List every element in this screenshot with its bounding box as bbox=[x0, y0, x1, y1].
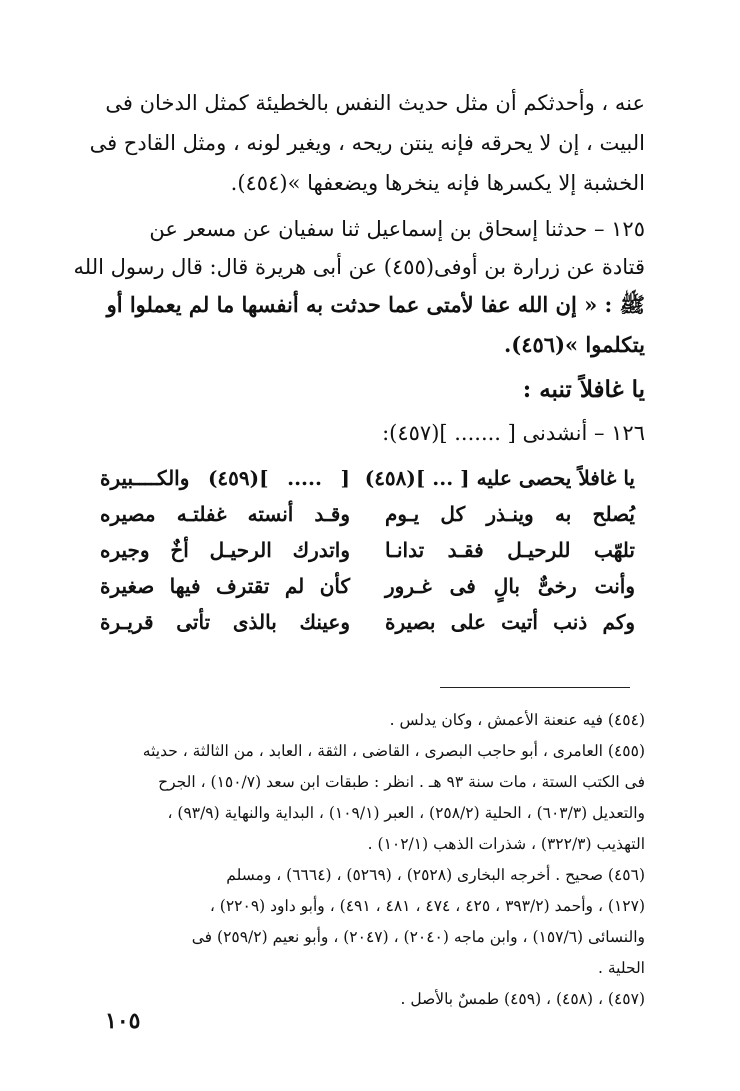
poem-verse-4-left: كأن لم تقترف فيها صغيرة bbox=[100, 574, 350, 598]
paragraph-1-line-2: البيت ، إن لا يحرقه فإنه ينتن ريحه ، ويغير لونه ، ومثل القادح فى bbox=[89, 131, 645, 155]
page-number: ١٠٥ bbox=[105, 1008, 141, 1034]
poem-verse-3-left: واتدرك الرحيـل أخٌ وجيره bbox=[100, 538, 350, 562]
poem-verse-5-right: وكم ذنب أتيت على بصيرة bbox=[385, 610, 635, 634]
poem-verse-2-left: وقـد أنسته غفلتـه مصيره bbox=[100, 502, 350, 526]
poem-verse-1-right: يا غافلاً يحصى عليه [ ... ](٤٥٨) bbox=[364, 466, 635, 490]
paragraph-2-line-3: ﷺ : « إن الله عفا لأمتى عما حدثت به أنفسها ما لم يعملوا أو bbox=[106, 292, 645, 317]
paragraph-1-line-3: الخشبة إلا يكسرها فإنه ينخرها ويضعفها »(٤٥٤). bbox=[230, 171, 645, 195]
footnote-line-7: (١٢٧) ، وأحمد (٣٩٣/٢ ، ٤٢٥ ، ٤٧٤ ، ٤٨١ ، ٤٩١) ، وأبو داود (٢٢٠٩) ، bbox=[209, 897, 645, 915]
footnote-line-5: التهذيب (٣٢٢/٣) ، شذرات الذهب (١٠٢/١) . bbox=[367, 835, 645, 853]
paragraph-2-line-2: قتادة عن زرارة بن أوفى(٤٥٥) عن أبى هريرة قال: قال رسول الله bbox=[73, 255, 645, 279]
poem-verse-3-right: تلهّب للرحيـل فقـد تدانـا bbox=[385, 538, 635, 562]
footnote-line-9: الحلية . bbox=[597, 959, 645, 977]
footnote-line-2: (٤٥٥) العامرى ، أبو حاجب البصرى ، القاضى ، الثقة ، العابد ، من الثالثة ، حديثه bbox=[142, 742, 645, 760]
paragraph-2-line-4: يتكلموا »(٤٥٦). bbox=[503, 332, 645, 357]
footnote-line-1: (٤٥٤) فيه عنعنة الأعمش ، وكان يدلس . bbox=[389, 711, 645, 729]
footnote-line-4: والتعديل (٦٠٣/٣) ، الحلية (٢٥٨/٢) ، العبر (١٠٩/١) ، البداية والنهاية (٩٣/٩) ، bbox=[167, 804, 645, 822]
poem-verse-5-left: وعينك بالذى تأتى قريـرة bbox=[100, 610, 350, 634]
poem-verse-1-left: [ ..... ](٤٥٩) والكــــبيرة bbox=[100, 466, 350, 490]
paragraph-1-line-1: عنه ، وأحدثكم أن مثل حديث النفس بالخطيئة كمثل الدخان فى bbox=[105, 91, 645, 115]
footnote-line-3: فى الكتب الستة ، مات سنة ٩٣ هـ . انظر : طبقات ابن سعد (١٥٠/٧) ، الجرح bbox=[158, 773, 645, 791]
poem-verse-2-right: يُصلح به وينـذر كل يـوم bbox=[385, 502, 635, 526]
footnote-line-10: (٤٥٧) ، (٤٥٨) ، (٤٥٩) طمسٌ بالأصل . bbox=[400, 990, 645, 1008]
footnote-line-6: (٤٥٦) صحيح . أخرجه البخارى (٢٥٢٨) ، (٥٢٦٩) ، (٦٦٦٤) ، ومسلم bbox=[226, 866, 645, 884]
paragraph-2-line-1: ١٢٥ – حدثنا إسحاق بن إسماعيل ثنا سفيان عن مسعر عن bbox=[149, 217, 645, 241]
section-heading: يا غافلاً تنبه : bbox=[522, 376, 645, 403]
item-126-line: ١٢٦ – أنشدنى [ ....... ](٤٥٧): bbox=[382, 421, 645, 445]
poem-verse-4-right: وأنت رخىٌّ بالٍ فى غـرور bbox=[385, 574, 635, 598]
footnote-line-8: والنسائى (١٥٧/٦) ، وابن ماجه (٢٠٤٠) ، (٢٠٤٧) ، وأبو نعيم (٢٥٩/٢) فى bbox=[191, 928, 645, 946]
footnote-separator bbox=[440, 687, 630, 688]
